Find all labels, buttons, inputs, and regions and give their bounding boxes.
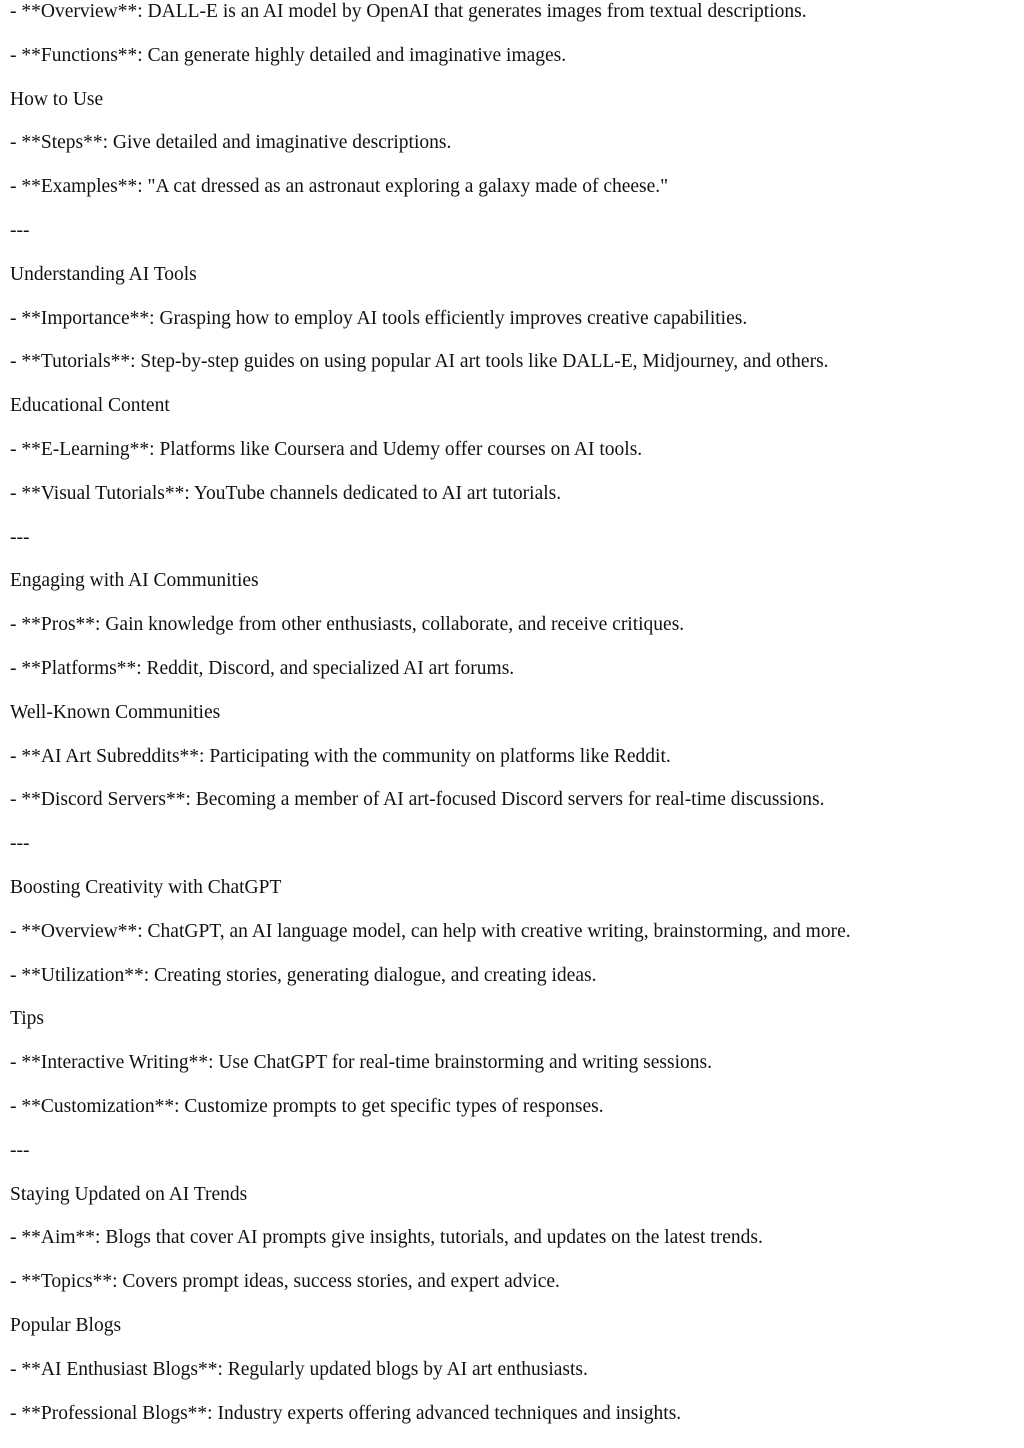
- bullet-pros: - **Pros**: Gain knowledge from other enthusiasts, collaborate, and receive critiques.: [10, 614, 685, 636]
- bullet-importance: - **Importance**: Grasping how to employ AI tools efficiently improves creative capabilities.: [10, 307, 748, 329]
- bullet-steps: - **Steps**: Give detailed and imaginative descriptions.: [10, 132, 452, 154]
- separator: ---: [10, 526, 30, 548]
- bullet-professional-blogs: - **Professional Blogs**: Industry experts offering advanced techniques and insights.: [10, 1402, 682, 1424]
- bullet-overview-dalle: - **Overview**: DALL-E is an AI model by OpenAI that generates images from textual descriptions.: [10, 1, 807, 22]
- bullet-tutorials: - **Tutorials**: Step-by-step guides on using popular AI art tools like DALL-E, Midjourney, and others.: [10, 351, 829, 373]
- bullet-topics: - **Topics**: Covers prompt ideas, success stories, and expert advice.: [10, 1271, 560, 1293]
- bullet-aim: - **Aim**: Blogs that cover AI prompts give insights, tutorials, and updates on the latest trends.: [10, 1227, 763, 1249]
- heading-tips: Tips: [10, 1008, 44, 1030]
- bullet-e-learning: - **E-Learning**: Platforms like Coursera and Udemy offer courses on AI tools.: [10, 439, 643, 460]
- heading-staying-updated-on-ai-trends: Staying Updated on AI Trends: [10, 1183, 248, 1205]
- heading-well-known-communities: Well-Known Communities: [10, 701, 221, 723]
- heading-how-to-use: How to Use: [10, 88, 104, 110]
- heading-boosting-creativity-with-chatgpt: Boosting Creativity with ChatGPT: [10, 877, 282, 898]
- heading-popular-blogs: Popular Blogs: [10, 1315, 122, 1336]
- bullet-ai-enthusiast-blogs: - **AI Enthusiast Blogs**: Regularly updated blogs by AI art enthusiasts.: [10, 1358, 588, 1380]
- bullet-discord-servers: - **Discord Servers**: Becoming a member of AI art-focused Discord servers for real-time discussions.: [10, 789, 825, 811]
- bullet-overview-chatgpt: - **Overview**: ChatGPT, an AI language model, can help with creative writing, brainstorming, and more.: [10, 920, 851, 942]
- bullet-ai-art-subreddits: - **AI Art Subreddits**: Participating with the community on platforms like Reddit.: [10, 745, 671, 767]
- bullet-platforms: - **Platforms**: Reddit, Discord, and specialized AI art forums.: [10, 658, 515, 679]
- separator: ---: [10, 220, 30, 241]
- bullet-utilization: - **Utilization**: Creating stories, generating dialogue, and creating ideas.: [10, 964, 597, 986]
- separator: ---: [10, 833, 30, 855]
- bullet-interactive-writing: - **Interactive Writing**: Use ChatGPT for real-time brainstorming and writing sessions.: [10, 1052, 712, 1074]
- bullet-visual-tutorials: - **Visual Tutorials**: YouTube channels dedicated to AI art tutorials.: [10, 482, 562, 504]
- heading-educational-content: Educational Content: [10, 395, 170, 417]
- bullet-customization: - **Customization**: Customize prompts to get specific types of responses.: [10, 1096, 604, 1117]
- heading-engaging-with-ai-communities: Engaging with AI Communities: [10, 570, 259, 592]
- bullet-functions: - **Functions**: Can generate highly detailed and imaginative images.: [10, 44, 567, 66]
- heading-understanding-ai-tools: Understanding AI Tools: [10, 263, 197, 285]
- bullet-examples: - **Examples**: "A cat dressed as an astronaut exploring a galaxy made of cheese.": [10, 176, 669, 198]
- separator: ---: [10, 1139, 30, 1161]
